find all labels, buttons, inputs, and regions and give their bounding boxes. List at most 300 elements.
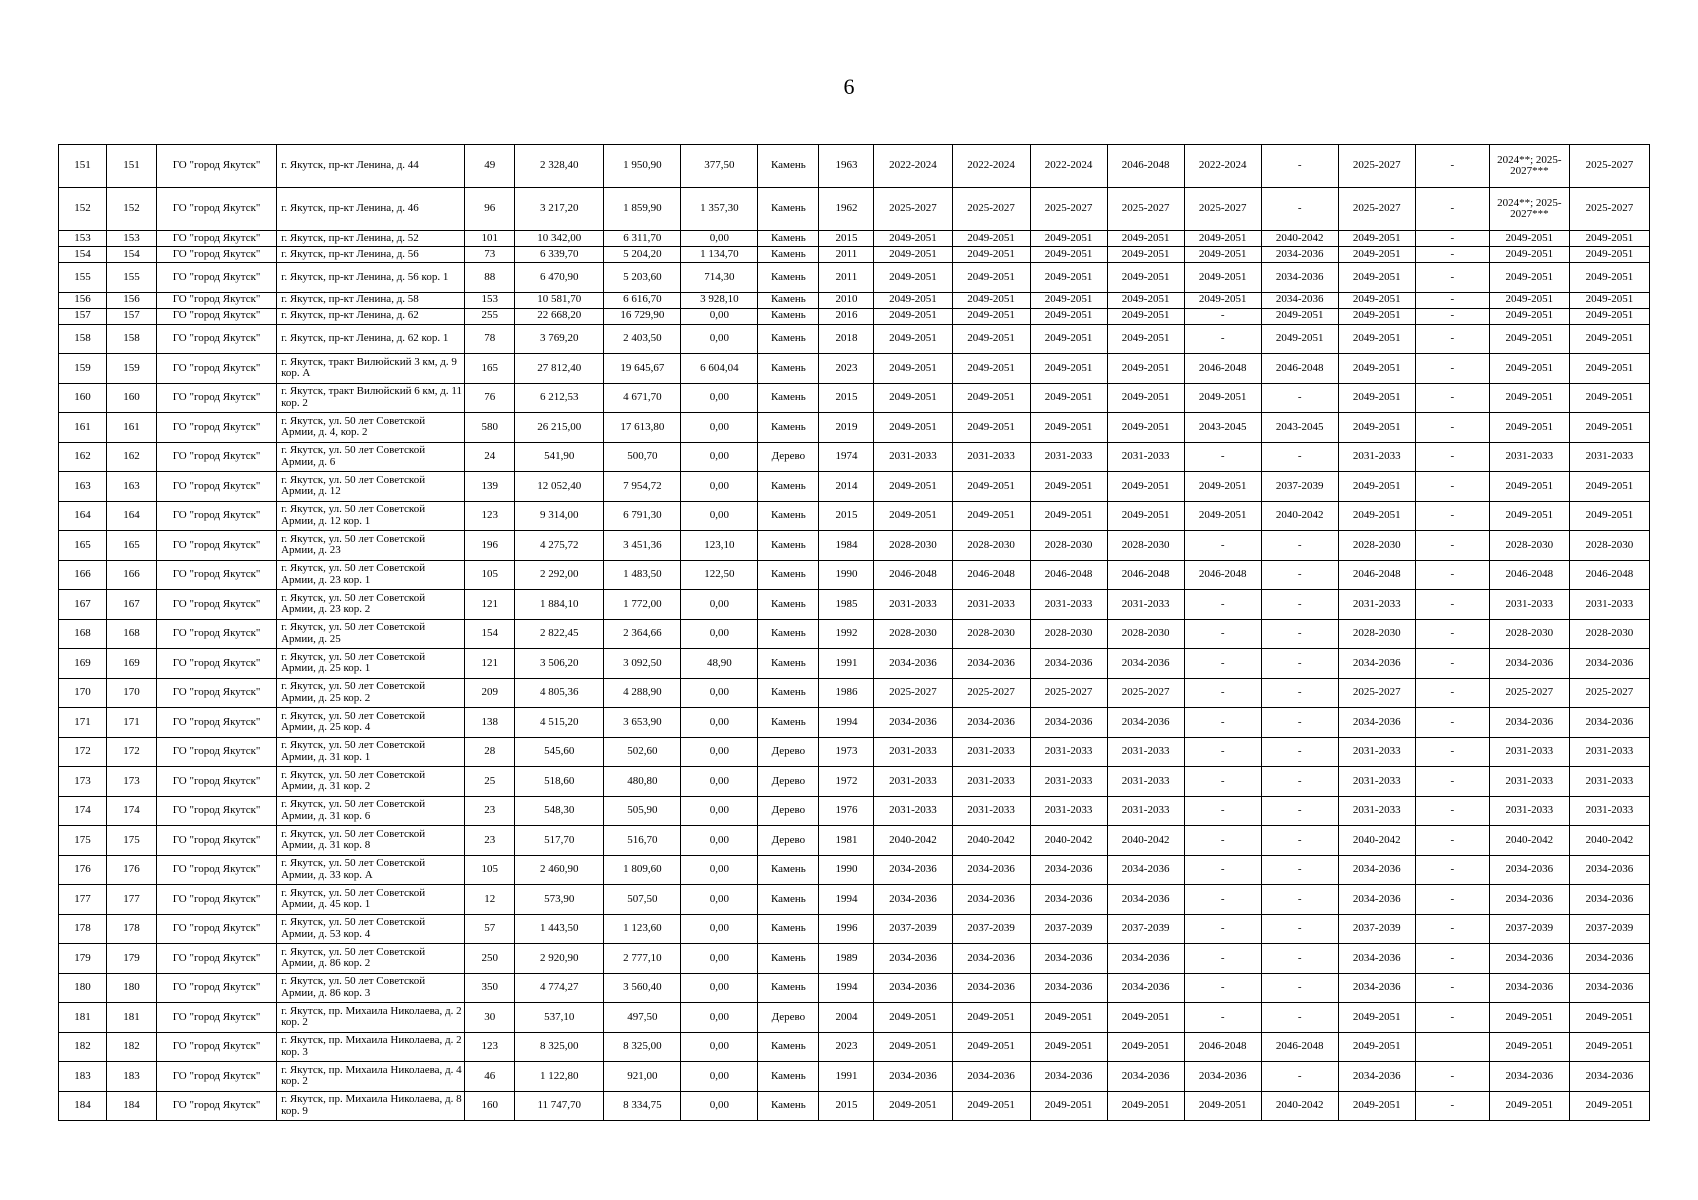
wall-material-cell: Камень bbox=[758, 188, 819, 231]
residents-cell: 76 bbox=[465, 383, 515, 413]
works-period-cell: 2025-2027 bbox=[952, 678, 1030, 708]
table-row bbox=[59, 737, 1650, 767]
address-cell: г. Якутск, ул. 50 лет Советской Армии, д. 53 кор. 4 bbox=[277, 914, 465, 944]
works-period-cell: 2025-2027 bbox=[952, 188, 1030, 231]
residents-cell: 23 bbox=[465, 826, 515, 856]
build-year-cell: 1991 bbox=[819, 1062, 874, 1092]
table-row bbox=[59, 855, 1650, 885]
nonresidential-area-cell: 0,00 bbox=[681, 472, 758, 502]
works-period-cell: 2049-2051 bbox=[1030, 1003, 1107, 1033]
works-period-cell: 2037-2039 bbox=[1261, 472, 1338, 502]
house-number-cell: 152 bbox=[107, 188, 157, 231]
total-area-cell: 4 275,72 bbox=[515, 531, 604, 561]
works-period-cell: 2031-2033 bbox=[1569, 442, 1649, 472]
nonresidential-area-cell: 0,00 bbox=[681, 914, 758, 944]
residential-area-cell: 502,60 bbox=[604, 737, 681, 767]
works-period-cell: 2037-2039 bbox=[874, 914, 952, 944]
works-period-cell: 2049-2051 bbox=[1489, 1003, 1569, 1033]
works-period-cell: 2031-2033 bbox=[1107, 590, 1184, 620]
build-year-cell: 2023 bbox=[819, 354, 874, 384]
works-period-cell: - bbox=[1415, 737, 1489, 767]
works-period-cell: 2049-2051 bbox=[1107, 472, 1184, 502]
wall-material-cell: Камень bbox=[758, 247, 819, 263]
works-period-cell: 2034-2036 bbox=[1030, 973, 1107, 1003]
build-year-cell: 1994 bbox=[819, 708, 874, 738]
nonresidential-area-cell: 0,00 bbox=[681, 1032, 758, 1062]
works-period-cell: 2049-2051 bbox=[1489, 1091, 1569, 1121]
total-area-cell: 2 328,40 bbox=[515, 145, 604, 188]
house-number-cell: 164 bbox=[107, 501, 157, 531]
address-cell: г. Якутск, пр. Михаила Николаева, д. 8 кор. 9 bbox=[277, 1091, 465, 1121]
works-period-cell: 2034-2036 bbox=[1107, 649, 1184, 679]
works-period-cell: 2049-2051 bbox=[1489, 472, 1569, 502]
works-period-cell: - bbox=[1261, 145, 1338, 188]
residents-cell: 139 bbox=[465, 472, 515, 502]
works-period-cell: - bbox=[1415, 247, 1489, 263]
works-period-cell: 2034-2036 bbox=[1569, 855, 1649, 885]
works-period-cell: 2034-2036 bbox=[1569, 885, 1649, 915]
municipality-cell: ГО "город Якутск" bbox=[157, 1062, 277, 1092]
works-period-cell: 2049-2051 bbox=[1184, 263, 1261, 293]
works-period-cell: 2046-2048 bbox=[1338, 560, 1415, 590]
municipality-cell: ГО "город Якутск" bbox=[157, 188, 277, 231]
wall-material-cell: Камень bbox=[758, 944, 819, 974]
row-number-cell: 183 bbox=[59, 1062, 107, 1092]
works-period-cell: 2049-2051 bbox=[1030, 231, 1107, 247]
works-period-cell: 2049-2051 bbox=[1030, 501, 1107, 531]
works-period-cell: 2025-2027 bbox=[1338, 188, 1415, 231]
residents-cell: 23 bbox=[465, 796, 515, 826]
works-period-cell: 2031-2033 bbox=[952, 590, 1030, 620]
works-period-cell: 2028-2030 bbox=[1030, 619, 1107, 649]
row-number-cell: 162 bbox=[59, 442, 107, 472]
works-period-cell: 2049-2051 bbox=[1184, 1091, 1261, 1121]
works-period-cell: 2049-2051 bbox=[1030, 383, 1107, 413]
works-period-cell: 2034-2036 bbox=[1261, 263, 1338, 293]
works-period-cell: 2028-2030 bbox=[1489, 619, 1569, 649]
works-period-cell: 2037-2039 bbox=[1338, 914, 1415, 944]
row-number-cell: 171 bbox=[59, 708, 107, 738]
works-period-cell: 2025-2027 bbox=[1107, 188, 1184, 231]
municipality-cell: ГО "город Якутск" bbox=[157, 560, 277, 590]
build-year-cell: 1986 bbox=[819, 678, 874, 708]
wall-material-cell: Дерево bbox=[758, 796, 819, 826]
works-period-cell: 2031-2033 bbox=[1338, 737, 1415, 767]
nonresidential-area-cell: 48,90 bbox=[681, 649, 758, 679]
nonresidential-area-cell: 0,00 bbox=[681, 1003, 758, 1033]
works-period-cell: 2049-2051 bbox=[1184, 383, 1261, 413]
build-year-cell: 2011 bbox=[819, 263, 874, 293]
works-period-cell: 2031-2033 bbox=[1489, 737, 1569, 767]
total-area-cell: 2 292,00 bbox=[515, 560, 604, 590]
residential-area-cell: 8 325,00 bbox=[604, 1032, 681, 1062]
works-period-cell: 2049-2051 bbox=[874, 292, 952, 308]
works-period-cell: 2028-2030 bbox=[1569, 531, 1649, 561]
works-period-cell: 2049-2051 bbox=[874, 247, 952, 263]
house-number-cell: 172 bbox=[107, 737, 157, 767]
works-period-cell: 2034-2036 bbox=[874, 973, 952, 1003]
house-number-cell: 165 bbox=[107, 531, 157, 561]
works-period-cell: 2049-2051 bbox=[874, 1003, 952, 1033]
works-period-cell: 2031-2033 bbox=[1107, 767, 1184, 797]
works-period-cell: 2040-2042 bbox=[1107, 826, 1184, 856]
row-number-cell: 168 bbox=[59, 619, 107, 649]
works-period-cell: 2025-2027 bbox=[1569, 145, 1649, 188]
residential-area-cell: 8 334,75 bbox=[604, 1091, 681, 1121]
address-cell: г. Якутск, пр-кт Ленина, д. 46 bbox=[277, 188, 465, 231]
residents-cell: 30 bbox=[465, 1003, 515, 1033]
works-period-cell: 2034-2036 bbox=[1030, 708, 1107, 738]
residential-area-cell: 2 403,50 bbox=[604, 324, 681, 354]
house-number-cell: 169 bbox=[107, 649, 157, 679]
works-period-cell: 2031-2033 bbox=[1030, 442, 1107, 472]
residential-area-cell: 5 204,20 bbox=[604, 247, 681, 263]
works-period-cell: 2034-2036 bbox=[1261, 292, 1338, 308]
table-row bbox=[59, 1062, 1650, 1092]
works-period-cell: 2049-2051 bbox=[1338, 263, 1415, 293]
wall-material-cell: Камень bbox=[758, 531, 819, 561]
works-period-cell: 2049-2051 bbox=[1489, 354, 1569, 384]
address-cell: г. Якутск, пр. Михаила Николаева, д. 2 кор. 2 bbox=[277, 1003, 465, 1033]
table-row bbox=[59, 263, 1650, 293]
works-period-cell: - bbox=[1415, 1062, 1489, 1092]
total-area-cell: 3 506,20 bbox=[515, 649, 604, 679]
municipality-cell: ГО "город Якутск" bbox=[157, 145, 277, 188]
works-period-cell: 2031-2033 bbox=[1030, 767, 1107, 797]
works-period-cell: - bbox=[1184, 885, 1261, 915]
works-period-cell: 2043-2045 bbox=[1261, 413, 1338, 443]
house-number-cell: 162 bbox=[107, 442, 157, 472]
works-period-cell: - bbox=[1415, 1091, 1489, 1121]
address-cell: г. Якутск, ул. 50 лет Советской Армии, д. 31 кор. 2 bbox=[277, 767, 465, 797]
works-period-cell: - bbox=[1261, 590, 1338, 620]
residential-area-cell: 921,00 bbox=[604, 1062, 681, 1092]
table-row bbox=[59, 1032, 1650, 1062]
row-number-cell: 158 bbox=[59, 324, 107, 354]
works-period-cell: 2049-2051 bbox=[1030, 1032, 1107, 1062]
residents-cell: 121 bbox=[465, 590, 515, 620]
works-period-cell: 2031-2033 bbox=[1030, 796, 1107, 826]
works-period-cell: 2046-2048 bbox=[1489, 560, 1569, 590]
nonresidential-area-cell: 123,10 bbox=[681, 531, 758, 561]
municipality-cell: ГО "город Якутск" bbox=[157, 678, 277, 708]
table-row bbox=[59, 619, 1650, 649]
works-period-cell: 2040-2042 bbox=[1261, 501, 1338, 531]
works-period-cell: 2028-2030 bbox=[1338, 531, 1415, 561]
works-period-cell: 2025-2027 bbox=[874, 678, 952, 708]
works-period-cell: 2034-2036 bbox=[1338, 885, 1415, 915]
wall-material-cell: Камень bbox=[758, 619, 819, 649]
works-period-cell: 2046-2048 bbox=[952, 560, 1030, 590]
works-period-cell: - bbox=[1184, 708, 1261, 738]
works-period-cell: 2049-2051 bbox=[1338, 308, 1415, 324]
works-period-cell: 2034-2036 bbox=[1107, 1062, 1184, 1092]
municipality-cell: ГО "город Якутск" bbox=[157, 1091, 277, 1121]
residents-cell: 160 bbox=[465, 1091, 515, 1121]
works-period-cell: 2049-2051 bbox=[1489, 231, 1569, 247]
works-period-cell: 2031-2033 bbox=[952, 767, 1030, 797]
row-number-cell: 156 bbox=[59, 292, 107, 308]
table-body bbox=[59, 145, 1650, 1121]
house-number-cell: 177 bbox=[107, 885, 157, 915]
works-period-cell: 2049-2051 bbox=[1261, 324, 1338, 354]
works-period-cell: 2046-2048 bbox=[1030, 560, 1107, 590]
works-period-cell: - bbox=[1184, 973, 1261, 1003]
works-period-cell: 2031-2033 bbox=[952, 737, 1030, 767]
works-period-cell: 2049-2051 bbox=[952, 324, 1030, 354]
nonresidential-area-cell: 122,50 bbox=[681, 560, 758, 590]
works-period-cell: 2049-2051 bbox=[1107, 292, 1184, 308]
row-number-cell: 152 bbox=[59, 188, 107, 231]
works-period-cell: 2049-2051 bbox=[1569, 1032, 1649, 1062]
works-period-cell: 2025-2027 bbox=[1030, 188, 1107, 231]
total-area-cell: 573,90 bbox=[515, 885, 604, 915]
works-period-cell: 2049-2051 bbox=[952, 247, 1030, 263]
table-row bbox=[59, 247, 1650, 263]
works-period-cell: 2049-2051 bbox=[1569, 308, 1649, 324]
municipality-cell: ГО "город Якутск" bbox=[157, 263, 277, 293]
row-number-cell: 166 bbox=[59, 560, 107, 590]
works-period-cell: - bbox=[1261, 188, 1338, 231]
works-period-cell: 2025-2027 bbox=[1569, 188, 1649, 231]
residents-cell: 46 bbox=[465, 1062, 515, 1092]
residential-area-cell: 1 859,90 bbox=[604, 188, 681, 231]
municipality-cell: ГО "город Якутск" bbox=[157, 472, 277, 502]
residential-area-cell: 3 560,40 bbox=[604, 973, 681, 1003]
table-row bbox=[59, 826, 1650, 856]
residential-area-cell: 480,80 bbox=[604, 767, 681, 797]
works-period-cell: 2034-2036 bbox=[1338, 708, 1415, 738]
table-row bbox=[59, 531, 1650, 561]
works-period-cell: - bbox=[1184, 649, 1261, 679]
table-row bbox=[59, 442, 1650, 472]
works-period-cell: - bbox=[1261, 708, 1338, 738]
works-period-cell: 2049-2051 bbox=[1569, 324, 1649, 354]
table-row bbox=[59, 413, 1650, 443]
works-period-cell: 2040-2042 bbox=[1030, 826, 1107, 856]
address-cell: г. Якутск, ул. 50 лет Советской Армии, д. 45 кор. 1 bbox=[277, 885, 465, 915]
works-period-cell: - bbox=[1415, 708, 1489, 738]
works-period-cell: - bbox=[1415, 826, 1489, 856]
works-period-cell: 2034-2036 bbox=[1107, 855, 1184, 885]
works-period-cell: - bbox=[1415, 973, 1489, 1003]
works-period-cell: 2049-2051 bbox=[1030, 324, 1107, 354]
nonresidential-area-cell: 0,00 bbox=[681, 442, 758, 472]
build-year-cell: 2011 bbox=[819, 247, 874, 263]
residential-area-cell: 5 203,60 bbox=[604, 263, 681, 293]
works-period-cell: 2031-2033 bbox=[952, 796, 1030, 826]
address-cell: г. Якутск, тракт Вилюйский 6 км, д. 11 кор. 2 bbox=[277, 383, 465, 413]
works-period-cell: 2028-2030 bbox=[1107, 619, 1184, 649]
wall-material-cell: Камень bbox=[758, 501, 819, 531]
build-year-cell: 2015 bbox=[819, 231, 874, 247]
residents-cell: 121 bbox=[465, 649, 515, 679]
row-number-cell: 155 bbox=[59, 263, 107, 293]
build-year-cell: 1973 bbox=[819, 737, 874, 767]
total-area-cell: 6 470,90 bbox=[515, 263, 604, 293]
works-period-cell bbox=[1415, 1032, 1489, 1062]
nonresidential-area-cell: 0,00 bbox=[681, 885, 758, 915]
row-number-cell: 175 bbox=[59, 826, 107, 856]
works-period-cell: 2037-2039 bbox=[1569, 914, 1649, 944]
house-number-cell: 151 bbox=[107, 145, 157, 188]
house-number-cell: 158 bbox=[107, 324, 157, 354]
table-row bbox=[59, 796, 1650, 826]
row-number-cell: 181 bbox=[59, 1003, 107, 1033]
works-period-cell: 2049-2051 bbox=[1107, 1003, 1184, 1033]
works-period-cell: - bbox=[1415, 767, 1489, 797]
municipality-cell: ГО "город Якутск" bbox=[157, 944, 277, 974]
house-number-cell: 167 bbox=[107, 590, 157, 620]
total-area-cell: 2 460,90 bbox=[515, 855, 604, 885]
house-number-cell: 183 bbox=[107, 1062, 157, 1092]
residential-area-cell: 500,70 bbox=[604, 442, 681, 472]
house-number-cell: 182 bbox=[107, 1032, 157, 1062]
table-row bbox=[59, 767, 1650, 797]
municipality-cell: ГО "город Якутск" bbox=[157, 973, 277, 1003]
works-period-cell: 2049-2051 bbox=[1107, 263, 1184, 293]
works-period-cell: 2034-2036 bbox=[874, 944, 952, 974]
table-row bbox=[59, 1091, 1650, 1121]
works-period-cell: 2046-2048 bbox=[1184, 560, 1261, 590]
works-period-cell: 2022-2024 bbox=[1030, 145, 1107, 188]
works-period-cell: 2031-2033 bbox=[874, 737, 952, 767]
works-period-cell: - bbox=[1261, 1003, 1338, 1033]
works-period-cell: 2025-2027 bbox=[1030, 678, 1107, 708]
works-period-cell: 2031-2033 bbox=[1569, 767, 1649, 797]
works-period-cell: 2049-2051 bbox=[1030, 354, 1107, 384]
residential-area-cell: 6 311,70 bbox=[604, 231, 681, 247]
works-period-cell: 2046-2048 bbox=[1261, 1032, 1338, 1062]
works-period-cell: 2049-2051 bbox=[1184, 472, 1261, 502]
works-period-cell: 2037-2039 bbox=[1107, 914, 1184, 944]
residents-cell: 196 bbox=[465, 531, 515, 561]
build-year-cell: 1981 bbox=[819, 826, 874, 856]
municipality-cell: ГО "город Якутск" bbox=[157, 590, 277, 620]
wall-material-cell: Дерево bbox=[758, 1003, 819, 1033]
wall-material-cell: Камень bbox=[758, 145, 819, 188]
table-row bbox=[59, 1003, 1650, 1033]
works-period-cell: 2031-2033 bbox=[1338, 796, 1415, 826]
house-number-cell: 154 bbox=[107, 247, 157, 263]
works-period-cell: 2049-2051 bbox=[1489, 501, 1569, 531]
municipality-cell: ГО "город Якутск" bbox=[157, 649, 277, 679]
works-period-cell: 2031-2033 bbox=[1489, 796, 1569, 826]
wall-material-cell: Камень bbox=[758, 1062, 819, 1092]
municipality-cell: ГО "город Якутск" bbox=[157, 247, 277, 263]
works-period-cell: 2031-2033 bbox=[1338, 590, 1415, 620]
works-period-cell: 2031-2033 bbox=[1107, 737, 1184, 767]
table-row bbox=[59, 973, 1650, 1003]
total-area-cell: 1 122,80 bbox=[515, 1062, 604, 1092]
works-period-cell: 2049-2051 bbox=[952, 472, 1030, 502]
works-period-cell: 2025-2027 bbox=[1489, 678, 1569, 708]
works-period-cell: - bbox=[1184, 826, 1261, 856]
address-cell: г. Якутск, ул. 50 лет Советской Армии, д. 12 bbox=[277, 472, 465, 502]
page-number: 6 bbox=[843, 74, 855, 99]
works-period-cell: 2049-2051 bbox=[1338, 324, 1415, 354]
build-year-cell: 2014 bbox=[819, 472, 874, 502]
wall-material-cell: Дерево bbox=[758, 442, 819, 472]
residents-cell: 24 bbox=[465, 442, 515, 472]
total-area-cell: 12 052,40 bbox=[515, 472, 604, 502]
works-period-cell: - bbox=[1415, 292, 1489, 308]
works-period-cell: 2034-2036 bbox=[874, 1062, 952, 1092]
works-period-cell: 2049-2051 bbox=[1030, 1091, 1107, 1121]
works-period-cell: - bbox=[1415, 501, 1489, 531]
works-period-cell: - bbox=[1415, 1003, 1489, 1033]
works-period-cell: - bbox=[1184, 678, 1261, 708]
table-row bbox=[59, 501, 1650, 531]
total-area-cell: 537,10 bbox=[515, 1003, 604, 1033]
works-period-cell: 2034-2036 bbox=[1030, 649, 1107, 679]
works-period-cell: 2049-2051 bbox=[874, 308, 952, 324]
wall-material-cell: Камень bbox=[758, 472, 819, 502]
wall-material-cell: Камень bbox=[758, 231, 819, 247]
works-period-cell: 2049-2051 bbox=[1107, 231, 1184, 247]
works-period-cell: - bbox=[1415, 855, 1489, 885]
house-number-cell: 153 bbox=[107, 231, 157, 247]
house-number-cell: 163 bbox=[107, 472, 157, 502]
works-period-cell: 2034-2036 bbox=[952, 708, 1030, 738]
works-period-cell: 2025-2027 bbox=[1338, 678, 1415, 708]
works-period-cell: - bbox=[1261, 885, 1338, 915]
works-period-cell: 2034-2036 bbox=[1489, 649, 1569, 679]
residential-area-cell: 497,50 bbox=[604, 1003, 681, 1033]
house-number-cell: 180 bbox=[107, 973, 157, 1003]
residents-cell: 154 bbox=[465, 619, 515, 649]
works-period-cell: 2049-2051 bbox=[1338, 413, 1415, 443]
works-period-cell: 2037-2039 bbox=[1489, 914, 1569, 944]
works-period-cell: 2049-2051 bbox=[1569, 413, 1649, 443]
nonresidential-area-cell: 377,50 bbox=[681, 145, 758, 188]
works-period-cell: 2031-2033 bbox=[1569, 796, 1649, 826]
works-period-cell: 2049-2051 bbox=[952, 354, 1030, 384]
works-period-cell: 2031-2033 bbox=[1107, 442, 1184, 472]
works-period-cell: 2031-2033 bbox=[1030, 737, 1107, 767]
municipality-cell: ГО "город Якутск" bbox=[157, 292, 277, 308]
works-period-cell: 2034-2036 bbox=[952, 1062, 1030, 1092]
works-period-cell: 2049-2051 bbox=[1569, 383, 1649, 413]
works-period-cell: 2049-2051 bbox=[1569, 501, 1649, 531]
total-area-cell: 545,60 bbox=[515, 737, 604, 767]
residents-cell: 250 bbox=[465, 944, 515, 974]
works-period-cell: - bbox=[1184, 914, 1261, 944]
works-period-cell: 2049-2051 bbox=[1338, 354, 1415, 384]
works-period-cell: 2049-2051 bbox=[1184, 231, 1261, 247]
works-period-cell: - bbox=[1261, 442, 1338, 472]
works-period-cell: 2034-2036 bbox=[874, 855, 952, 885]
wall-material-cell: Камень bbox=[758, 678, 819, 708]
wall-material-cell: Дерево bbox=[758, 767, 819, 797]
row-number-cell: 160 bbox=[59, 383, 107, 413]
works-period-cell: - bbox=[1415, 472, 1489, 502]
house-number-cell: 160 bbox=[107, 383, 157, 413]
works-period-cell: 2040-2042 bbox=[1261, 1091, 1338, 1121]
municipality-cell: ГО "город Якутск" bbox=[157, 501, 277, 531]
works-period-cell: - bbox=[1415, 796, 1489, 826]
address-cell: г. Якутск, ул. 50 лет Советской Армии, д. 86 кор. 3 bbox=[277, 973, 465, 1003]
address-cell: г. Якутск, ул. 50 лет Советской Армии, д. 12 кор. 1 bbox=[277, 501, 465, 531]
build-year-cell: 1972 bbox=[819, 767, 874, 797]
works-period-cell: 2046-2048 bbox=[1184, 354, 1261, 384]
works-period-cell: 2034-2036 bbox=[1569, 708, 1649, 738]
municipality-cell: ГО "город Якутск" bbox=[157, 308, 277, 324]
works-period-cell: 2049-2051 bbox=[1489, 413, 1569, 443]
nonresidential-area-cell: 1 357,30 bbox=[681, 188, 758, 231]
works-period-cell: 2034-2036 bbox=[1261, 247, 1338, 263]
works-period-cell: - bbox=[1415, 383, 1489, 413]
